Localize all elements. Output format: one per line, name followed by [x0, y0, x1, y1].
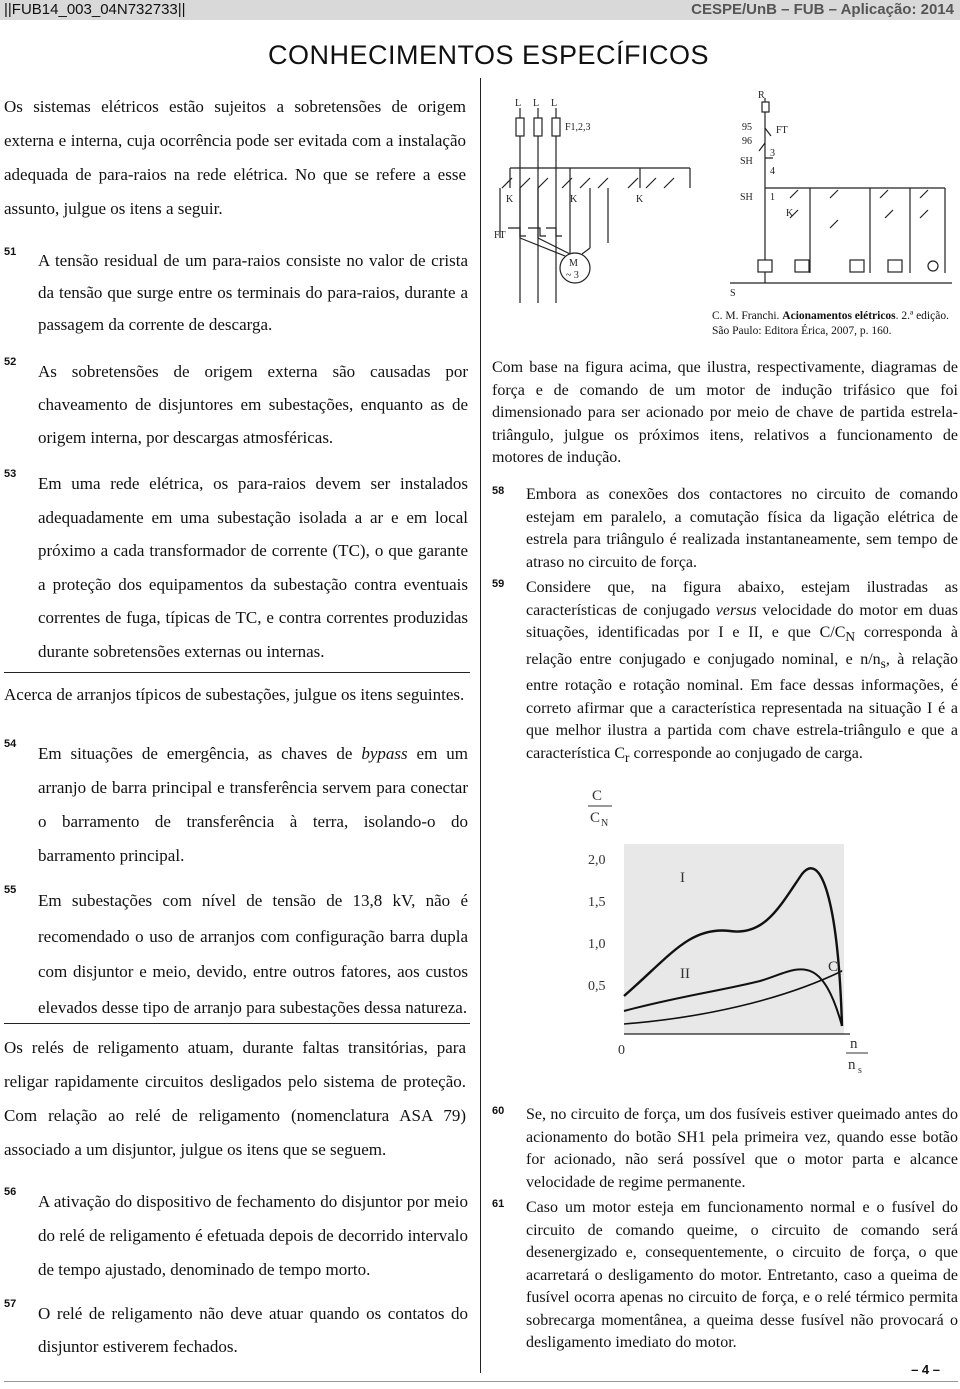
label-ii: II [680, 966, 690, 982]
torque-speed-chart [580, 786, 880, 1076]
question-number: 56 [4, 1186, 17, 1198]
y-tick: 1,0 [588, 937, 606, 952]
x-label-den: n [848, 1057, 856, 1073]
coil-k2 [850, 260, 864, 272]
svg-text:L: L [551, 98, 558, 109]
y-label-num: C [592, 788, 603, 804]
question-number: 52 [4, 356, 17, 368]
contactor-k2 [562, 178, 608, 188]
circuit-diagram [490, 88, 958, 303]
fuse-1 [516, 118, 524, 136]
intro-surge: Os sistemas elétricos estão sujeitos a sobretensões de origem externa e interna, cuja ocorrência pode ser evitada com a instalação adequada de para-raios na rede elétrica. No que se refere a esse assunto, julgue os itens a seguir. [4, 97, 466, 218]
y-ticks [588, 853, 625, 1058]
svg-text:L: L [515, 98, 522, 109]
contactor-k1 [502, 178, 548, 188]
x-axis-label [846, 1036, 868, 1076]
question-text: As sobretensões de origem externa são causadas por chaveamento de disjuntores em subestações, enquanto as de origem interna, por descargas atmosféricas. [38, 362, 468, 447]
y-tick: 2,0 [588, 853, 606, 868]
svg-text:95: 95 [742, 122, 752, 133]
question-text: A tensão residual de um para-raios consiste no valor de crista da tensão que surge entre os terminais do para-raios, durante a passagem da corrente de descarga. [38, 251, 468, 334]
question-number: 51 [4, 246, 17, 258]
question-number: 53 [4, 468, 17, 480]
svg-text:SH: SH [740, 192, 753, 203]
svg-text:K: K [506, 194, 514, 205]
footer-rule [4, 1381, 958, 1382]
label-cr-sub: r [839, 967, 843, 978]
coil-k3 [888, 260, 902, 272]
question-text: Se, no circuito de força, um dos fusíveis estiver queimado antes do acionamento do botão SH1 pela primeira vez, quando esse botão for acionado, não será possível que o motor parta e alcance velocidade de regime permanente. [526, 1106, 958, 1191]
lamp [928, 261, 938, 271]
svg-text:F1,2,3: F1,2,3 [565, 122, 591, 133]
svg-text:~ 3: ~ 3 [566, 270, 579, 281]
contactor-k3 [628, 178, 674, 188]
question-text: Embora as conexões dos contactores no circuito de comando estejam em paralelo, a comutação física da ligação elétrica de estrela para triângulo é realizada instantaneamente, sem tempo de atraso no circuito de força. [526, 486, 958, 571]
svg-text:K: K [636, 194, 644, 205]
question-text: O relé de religamento não deve atuar quando os contatos do disjuntor estiverem fechados. [38, 1304, 468, 1356]
label-cr: C [828, 959, 839, 975]
svg-text:96: 96 [742, 136, 752, 147]
label-i: I [680, 870, 685, 886]
x-label-den-sub: s [858, 1065, 862, 1076]
svg-text:S: S [730, 288, 736, 299]
column-divider [480, 78, 481, 1373]
question-text: Em uma rede elétrica, os para-raios devem ser instalados adequadamente em uma subestação isolada a ar e em local próximo a cada transformador de corrente (TC), o que garante a proteção dos equipamentos da subestação contra eventuais correntes de fuga, típicas de TC, e contra correntes produzidas durante sobretensões externas ou internas. [38, 474, 468, 661]
svg-text:R: R [758, 90, 765, 101]
question-number: 58 [492, 485, 505, 497]
page-number: – 4 – [911, 1362, 940, 1377]
coil-k1 [795, 260, 809, 272]
question-text: A ativação do dispositivo de fechamento do disjuntor por meio do relé de religamento é efetuada depois de decorrido intervalo de tempo ajustado, denominado de tempo morto. [38, 1192, 468, 1279]
y-tick: 0 [618, 1043, 625, 1058]
fuse-3 [552, 118, 560, 136]
question-number: 59 [492, 578, 505, 590]
page-title: CONHECIMENTOS ESPECÍFICOS [268, 40, 710, 70]
svg-text:4: 4 [770, 166, 775, 177]
figure-caption: C. M. Franchi. Acionamentos elétricos. 2.ª edição. São Paulo: Editora Érica, 2007, p. 160. [712, 310, 949, 337]
y-label-den: C [590, 810, 601, 826]
exam-name: CESPE/UnB – FUB – Aplicação: 2014 [691, 1, 954, 18]
y-axis-label [588, 788, 612, 829]
fuse-2 [534, 118, 542, 136]
svg-text:SH: SH [740, 156, 753, 167]
svg-text:1: 1 [770, 192, 775, 203]
power-circuit [500, 108, 690, 303]
y-label-den-sub: N [601, 818, 609, 829]
exam-code: ||FUB14_003_04N732733|| [4, 1, 186, 18]
question-text: Considere que, na figura abaixo, estejam ilustradas as características de conjugado versus velocidade do motor em duas situações, identificadas por I e II, e que $C/C_N$ corresponda à relação entre conjugado e conjugado nominal, e $n/n_s$, à relação entre rotação e rotação nominal. Em face dessas informações, é correto afirmar que a característica representada na situação I é a que melhor ilustra a partida com chave estrela-triângulo e que a característica $C_r$ corresponde ao conjugado de carga. [526, 579, 959, 766]
coil-kt1 [758, 260, 772, 272]
thermal-relay [508, 228, 562, 236]
svg-text:K: K [786, 208, 794, 219]
svg-text:3: 3 [770, 148, 775, 159]
y-tick: 0,5 [588, 979, 606, 994]
x-label-num: n [850, 1036, 858, 1052]
plot-area [624, 844, 844, 1034]
svg-text:FT: FT [494, 230, 506, 241]
section-divider [4, 672, 470, 673]
y-tick: 1,5 [588, 895, 606, 910]
intro-substations: Acerca de arranjos típicos de subestações, julgue os itens seguintes. [4, 685, 465, 704]
question-number: 54 [4, 738, 17, 750]
question-number: 61 [492, 1198, 505, 1210]
question-number: 55 [4, 884, 17, 896]
question-text: Em situações de emergência, as chaves de bypass em um arranjo de barra principal e transferência servem para conectar o barramento de transferência à terra, isolando-o do barramento principal. [38, 744, 468, 865]
svg-text:K: K [570, 194, 578, 205]
question-number: 60 [492, 1105, 505, 1117]
svg-text:FT: FT [776, 125, 788, 136]
svg-text:L: L [533, 98, 540, 109]
control-circuit [730, 98, 952, 283]
section-divider [4, 1023, 470, 1024]
intro-motor: Com base na figura acima, que ilustra, respectivamente, diagramas de força e de comando de um motor de indução trifásico que foi dimensionado para ser acionado por meio de chave de partida estrela-triângulo, julgue os próximos itens, relativos a funcionamento de motores de indução. [492, 359, 958, 466]
question-text: Caso um motor esteja em funcionamento normal e o fusível do circuito de comando queime, o circuito de comando será desenergizado e, consequentemente, o circuito de força, o que acarretará o desligamento do motor. Entretanto, caso a queima de fusível ocorra apenas no circuito de força, e o relé térmico permita sobrecarga momentânea, a queima desse fusível não provocará o desligamento imediato do motor. [526, 1199, 958, 1351]
question-text: Em subestações com nível de tensão de 13,8 kV, não é recomendado o uso de arranjos com configuração barra dupla com disjuntor e meio, devido, entre outros fatores, aos custos elevados desse tipo de arranjo para subestações dessa natureza. [38, 891, 468, 1017]
svg-text:M: M [569, 258, 578, 269]
question-number: 57 [4, 1298, 17, 1310]
intro-reclosing: Os relés de religamento atuam, durante faltas transitórias, para religar rapidamente circuitos desligados pelo sistema de proteção. Com relação ao relé de religamento (nomenclatura ASA 79) associado a um disjuntor, julgue os itens que se seguem. [4, 1038, 466, 1159]
